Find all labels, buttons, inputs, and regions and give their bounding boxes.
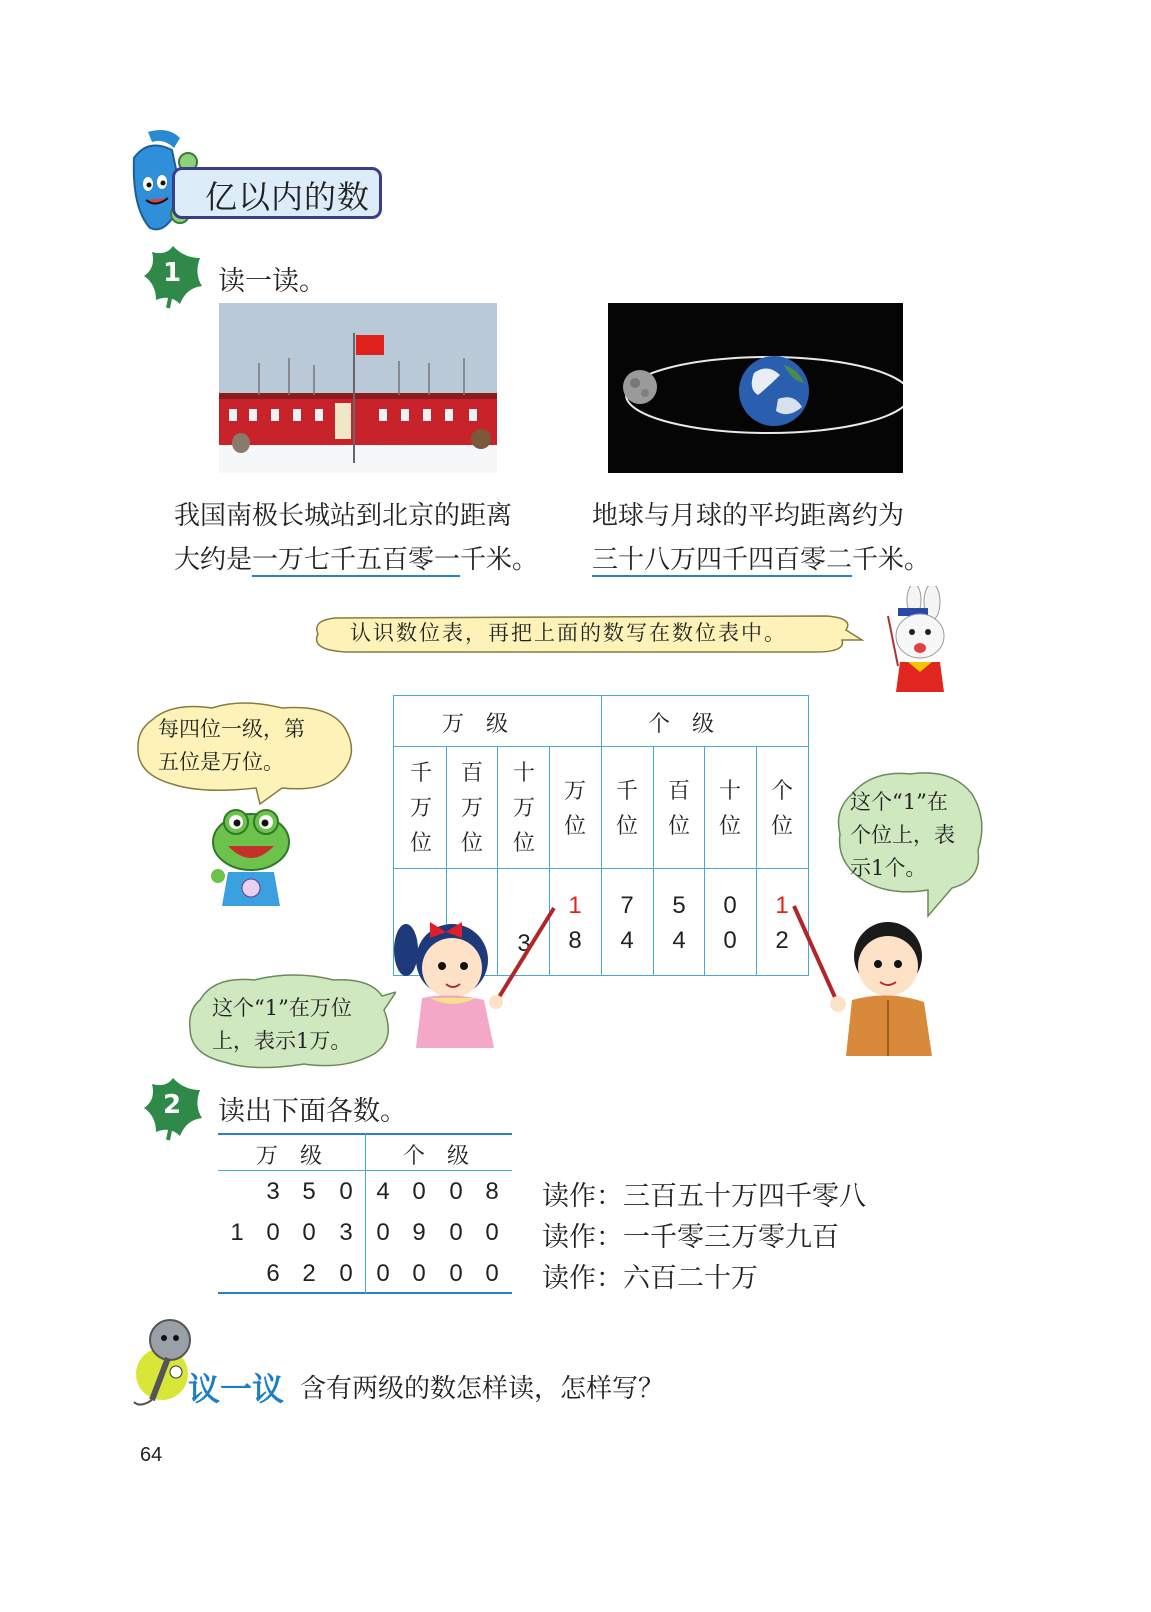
pv-col-char: 个: [770, 779, 793, 804]
t2-digit: 0: [376, 1219, 390, 1246]
pv-col-char: 百: [460, 761, 483, 786]
t2-digit: 8: [485, 1178, 499, 1205]
pv-group-ge: 个 级: [648, 712, 715, 737]
t2-digit: 0: [339, 1178, 353, 1205]
t2-digit: 0: [485, 1260, 499, 1287]
t2-digit: 2: [302, 1260, 316, 1287]
frog-character-icon: [206, 806, 296, 910]
pv-digit: 4: [672, 927, 686, 954]
pv-digit: 7: [620, 892, 634, 919]
left-caption-number-underlined: 一万七千五百零一: [252, 545, 461, 575]
pv-col-char: 十: [512, 761, 535, 786]
pv-group-wan: 万 级: [442, 712, 509, 737]
pv-col-qianwan: [395, 756, 447, 861]
pv-col-char: 十: [718, 779, 741, 804]
question-number: 2: [163, 1090, 182, 1120]
t2-digit: 5: [302, 1178, 316, 1205]
pv-digit: 2: [775, 927, 789, 954]
pv-col-char: 位: [512, 831, 535, 856]
t2-group-ge: 个 级: [403, 1144, 470, 1169]
pv-digit: 0: [723, 927, 737, 954]
boy-bubble-line2: 个位上，表: [850, 823, 955, 847]
pv-col-shiwan: [498, 756, 550, 861]
pv-col-baiwan: [446, 756, 498, 861]
right-caption-line1: 地球与月球的平均距离约为: [592, 501, 905, 531]
t2-digit: 0: [376, 1260, 390, 1287]
t2-digit: 0: [339, 1260, 353, 1287]
right-caption-line2: [592, 538, 972, 582]
question-prompt: 读出下面各数。: [218, 1096, 407, 1127]
t2-digit: 0: [449, 1178, 463, 1205]
pv-col-char: 百: [667, 779, 690, 804]
left-caption: [174, 494, 554, 582]
t2-digit: 1: [230, 1219, 244, 1246]
pv-digit: 0: [723, 892, 737, 919]
boy-bubble-line3: 示1个。: [850, 856, 927, 880]
t2-digit: 9: [412, 1219, 426, 1246]
pv-col-char: 位: [409, 831, 432, 856]
reading-row-1: 读作：三百五十万四千零八: [542, 1181, 866, 1212]
pv-col-char: 万: [409, 796, 432, 821]
t2-digit: 0: [449, 1219, 463, 1246]
pv-col-char: 位: [615, 814, 638, 839]
frog-bubble-line1: 每四位一级，第: [158, 717, 305, 741]
rabbit-teacher-icon: [878, 586, 958, 696]
t2-digit: 4: [376, 1178, 390, 1205]
pv-col-shi: [704, 774, 756, 844]
t2-digit: 3: [266, 1178, 280, 1205]
pv-digit: 1: [775, 892, 789, 919]
boy-character-icon: [790, 900, 940, 1056]
boy-bubble-line1: 这个“1”在: [850, 790, 948, 814]
pv-col-bai: [653, 774, 705, 844]
great-wall-station-photo: [219, 303, 497, 473]
pv-col-qian: [601, 774, 653, 844]
right-caption: [592, 494, 972, 582]
pv-col-char: 万: [460, 796, 483, 821]
pv-digit: 1: [568, 892, 582, 919]
pv-col-char: 万: [512, 796, 535, 821]
pv-col-char: 千: [409, 761, 432, 786]
left-caption-line2: [174, 538, 554, 582]
girl-bubble-line1: 这个“1”在万位: [212, 996, 352, 1020]
t2-digit: 0: [302, 1219, 316, 1246]
left-caption-line1: 我国南极长城站到北京的距离: [174, 501, 513, 531]
left-caption-suffix: 千米。: [460, 545, 539, 575]
boy-bubble-text: [850, 786, 955, 885]
t2-group-wan: 万 级: [256, 1144, 323, 1169]
t2-digit: 3: [339, 1219, 353, 1246]
earth-moon-orbit-photo: [608, 303, 903, 473]
pv-col-char: 位: [718, 814, 741, 839]
pv-col-char: 千: [615, 779, 638, 804]
discuss-question: 含有两级的数怎样读，怎样写？: [300, 1374, 665, 1404]
pv-col-char: 位: [563, 814, 586, 839]
pv-digit: 5: [672, 892, 686, 919]
question-prompt: 读一读。: [218, 266, 326, 297]
discuss-title: 议一议: [188, 1370, 285, 1408]
frog-bubble-line2: 五位是万位。: [158, 750, 284, 774]
reading-row-3: 读作：六百二十万: [542, 1263, 758, 1294]
pv-digit: 8: [568, 927, 582, 954]
rabbit-bubble-text: 认识数位表，再把上面的数写在数位表中。: [350, 621, 787, 645]
frog-bubble-text: [158, 713, 305, 779]
section-title: 亿以内的数: [205, 178, 371, 216]
t2-digit: 0: [412, 1260, 426, 1287]
girl-character-icon: [386, 898, 566, 1048]
t2-digit: 0: [449, 1260, 463, 1287]
pv-col-char: 位: [667, 814, 690, 839]
pv-col-wan: [549, 774, 601, 844]
left-caption-prefix: 大约是: [174, 545, 253, 575]
right-caption-suffix: 千米。: [852, 545, 931, 575]
pv-col-ge: [756, 774, 808, 844]
girl-bubble-line2: 上，表示1万。: [212, 1029, 352, 1053]
number-reading-table: [218, 1133, 512, 1294]
pv-col-char: 位: [460, 831, 483, 856]
right-caption-number-underlined: 三十八万四千四百零二: [592, 545, 853, 575]
reading-row-2: 读作：一千零三万零九百: [542, 1222, 839, 1253]
pv-col-char: 万: [563, 779, 586, 804]
t2-digit: 0: [266, 1219, 280, 1246]
t2-digit: 0: [485, 1219, 499, 1246]
pv-digit: 4: [620, 927, 634, 954]
girl-bubble-text: [212, 992, 352, 1058]
t2-digit: 0: [412, 1178, 426, 1205]
pv-digit: 3: [517, 930, 531, 957]
pv-col-char: 位: [770, 814, 793, 839]
page-number: 64: [140, 1444, 163, 1466]
question-number: 1: [163, 258, 182, 288]
t2-digit: 6: [266, 1260, 280, 1287]
